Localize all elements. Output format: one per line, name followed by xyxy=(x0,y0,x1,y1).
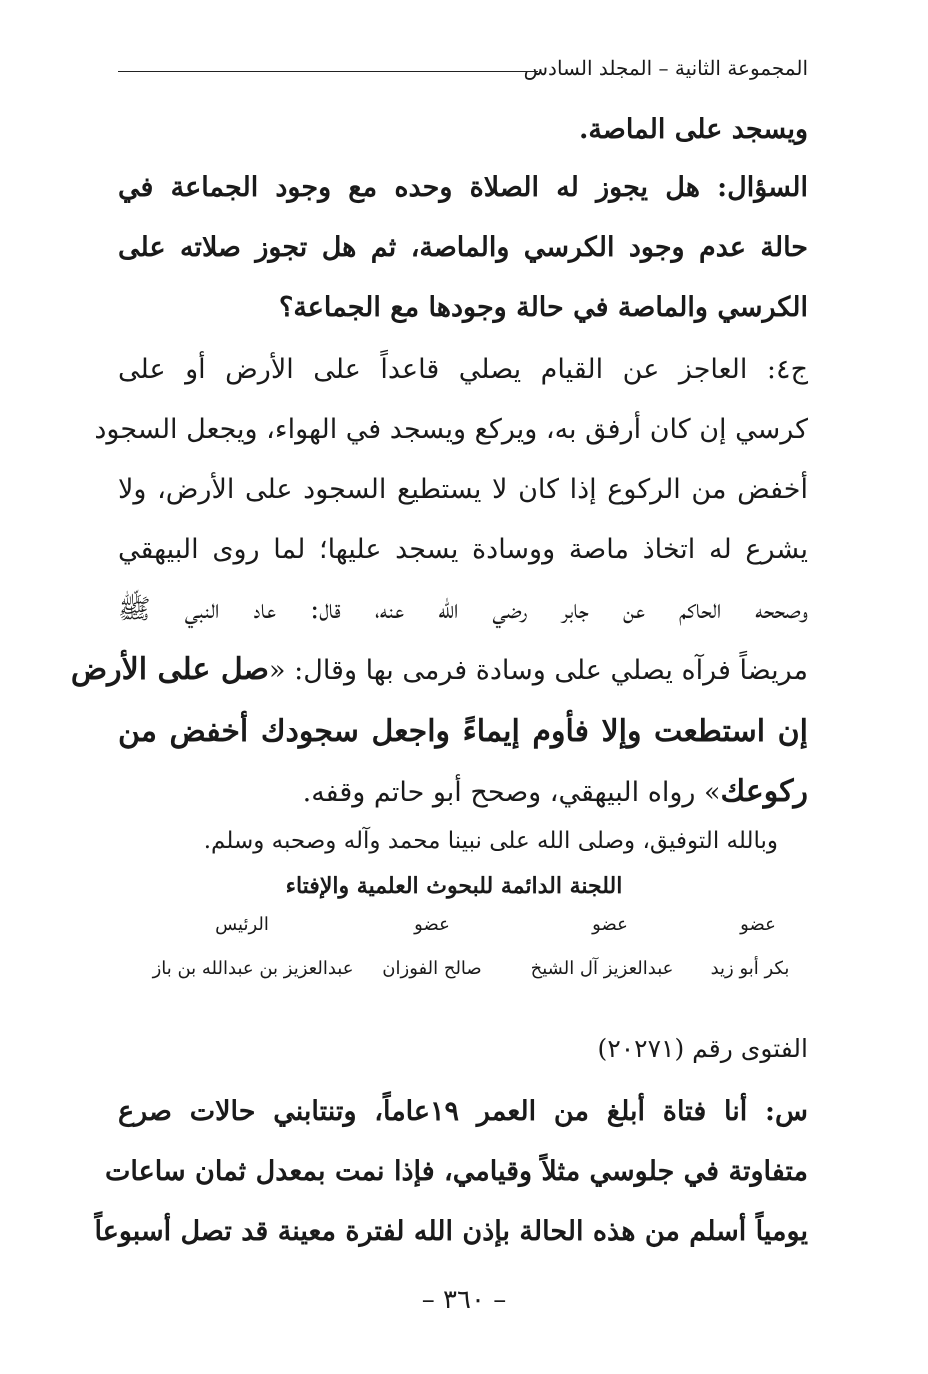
hadith-text-start: صل على الأرض xyxy=(70,652,270,687)
new-question-line-1: س: أنا فتاة أبلغ من العمر ١٩عاماً، وتنتابني حالات صرع xyxy=(118,1096,808,1127)
answer-line-5: وصححه الحاكم عن جابر رضي الله عنه، قال: عاد النبي ﷺ xyxy=(118,594,808,625)
answer-line-3: أخفض من الركوع إذا كان لا يستطيع السجود على الأرض، ولا xyxy=(118,474,808,505)
signature-roles-row xyxy=(0,912,928,938)
answer-line-1: ج٤: العاجز عن القيام يصلي قاعداً على الأرض أو على xyxy=(118,354,808,385)
signatory-role: عضو xyxy=(414,914,450,935)
header-rule xyxy=(118,71,538,72)
signatory-name: بكر أبو زيد xyxy=(710,958,790,979)
signatory-role: الرئيس xyxy=(215,914,269,935)
running-title: المجموعة الثانية – المجلد السادس xyxy=(523,56,808,80)
new-question-line-3: يومياً أسلم من هذه الحالة بإذن الله لفترة معينة قد تصل أسبوعاً xyxy=(94,1216,808,1247)
hadith-text-end: ركوعك xyxy=(720,774,808,809)
answer-line-4: يشرع له اتخاذ ماصة ووسادة يسجد عليها؛ لما روى البيهقي xyxy=(118,534,808,565)
running-header xyxy=(118,54,808,88)
answer-line-2: كرسي إن كان أرفق به، ويركع ويسجد في الهواء، ويجعل السجود xyxy=(94,414,808,445)
committee-title: اللجنة الدائمة للبحوث العلمية والإفتاء xyxy=(285,873,623,899)
signature-names-row xyxy=(0,956,928,982)
page-number: – ٣٦٠ – xyxy=(421,1285,507,1315)
text-line-1: ويسجد على الماصة. xyxy=(579,114,808,145)
answer-line-8-plain: » رواه البيهقي، وصحح أبو حاتم وقفه. xyxy=(302,777,721,808)
closing-text: وبالله التوفيق، وصلى الله على نبينا محمد وآله وصحبه وسلم. xyxy=(203,828,778,854)
hadith-text-line: إن استطعت وإلا فأوم إيماءً واجعل سجودك أخفض من xyxy=(118,714,808,749)
signatory-name: صالح الفوزان xyxy=(382,958,482,979)
answer-line-8 xyxy=(118,772,808,816)
fatwa-number: الفتوى رقم (٢٠٢٧١) xyxy=(597,1034,808,1063)
signatory-role: عضو xyxy=(592,914,628,935)
signatory-role: عضو xyxy=(740,914,776,935)
question-line-2: حالة عدم وجود الكرسي والماصة، ثم هل تجوز صلاته على xyxy=(118,232,808,263)
question-line-1: السؤال: هل يجوز له الصلاة وحده مع وجود الجماعة في xyxy=(118,172,808,203)
signatory-name: عبدالعزيز بن عبدالله بن باز xyxy=(152,958,354,979)
question-line-3: الكرسي والماصة في حالة وجودها مع الجماعة؟ xyxy=(278,292,808,323)
answer-line-6-plain: مريضاً فرآه يصلي على وسادة فرمى بها وقال: « xyxy=(269,655,808,686)
answer-line-6 xyxy=(70,650,808,694)
signatory-name: عبدالعزيز آل الشيخ xyxy=(530,958,674,979)
new-question-line-2: متفاوتة في جلوسي مثلاً وقيامي، فإذا نمت بمعدل ثمان ساعات xyxy=(105,1156,808,1187)
